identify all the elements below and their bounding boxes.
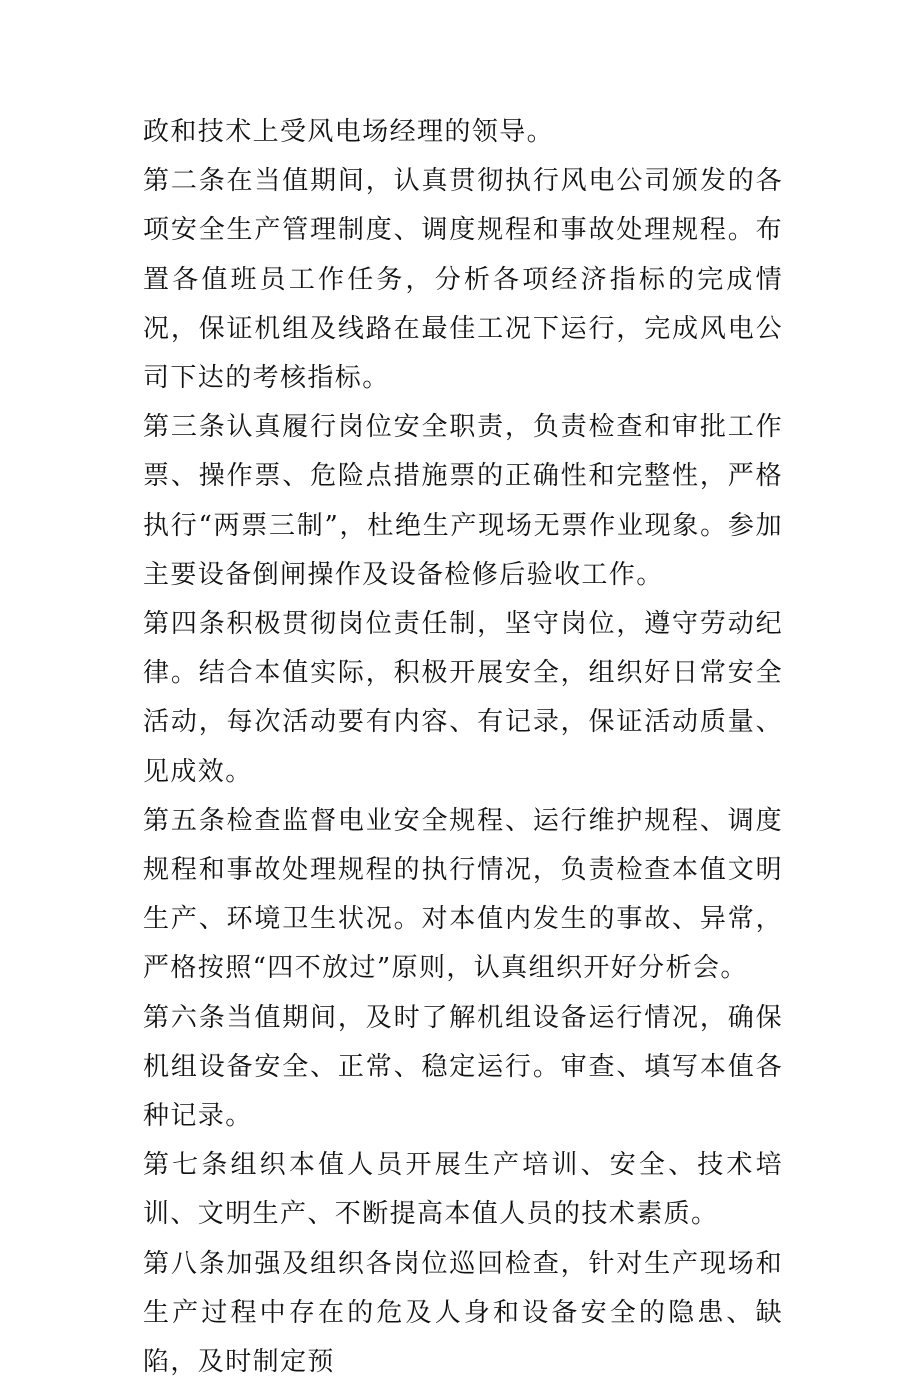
- paragraph-continuation: 政和技术上受风电场经理的领导。: [143, 117, 555, 147]
- article-4-paragraph: 第四条积极贯彻岗位责任制，坚守岗位，遵守劳动纪律。结合本值实际，积极开展安全，组织好日常安全活动，每次活动要有内容、有记录，保证活动质量、见成效。: [143, 609, 783, 787]
- article-6-paragraph: 第六条当值期间，及时了解机组设备运行情况，确保机组设备安全、正常、稳定运行。审查、填写本值各种记录。: [143, 1002, 783, 1132]
- document-body: [143, 108, 783, 1387]
- article-5-paragraph: 第五条检查监督电业安全规程、运行维护规程、调度规程和事故处理规程的执行情况，负责检查本值文明生产、环境卫生状况。对本值内发生的事故、异常，严格按照“四不放过”原则，认真组织开好分析会。: [143, 805, 783, 984]
- article-8-paragraph: 第八条加强及组织各岗位巡回检查，针对生产现场和生产过程中存在的危及人身和设备安全的隐患、缺陷，及时制定预: [143, 1248, 783, 1378]
- article-2-paragraph: 第二条在当值期间，认真贯彻执行风电公司颁发的各项安全生产管理制度、调度规程和事故处理规程。布置各值班员工作任务，分析各项经济指标的完成情况，保证机组及线路在最佳工况下运行，完成风电公司下达的考核指标。: [143, 166, 783, 394]
- article-7-paragraph: 第七条组织本值人员开展生产培训、安全、技术培训、文明生产、不断提高本值人员的技术素质。: [143, 1150, 783, 1230]
- article-3-paragraph: 第三条认真履行岗位安全职责，负责检查和审批工作票、操作票、危险点措施票的正确性和完整性，严格执行“两票三制”，杜绝生产现场无票作业现象。参加主要设备倒闸操作及设备检修后验收工作。: [143, 412, 783, 590]
